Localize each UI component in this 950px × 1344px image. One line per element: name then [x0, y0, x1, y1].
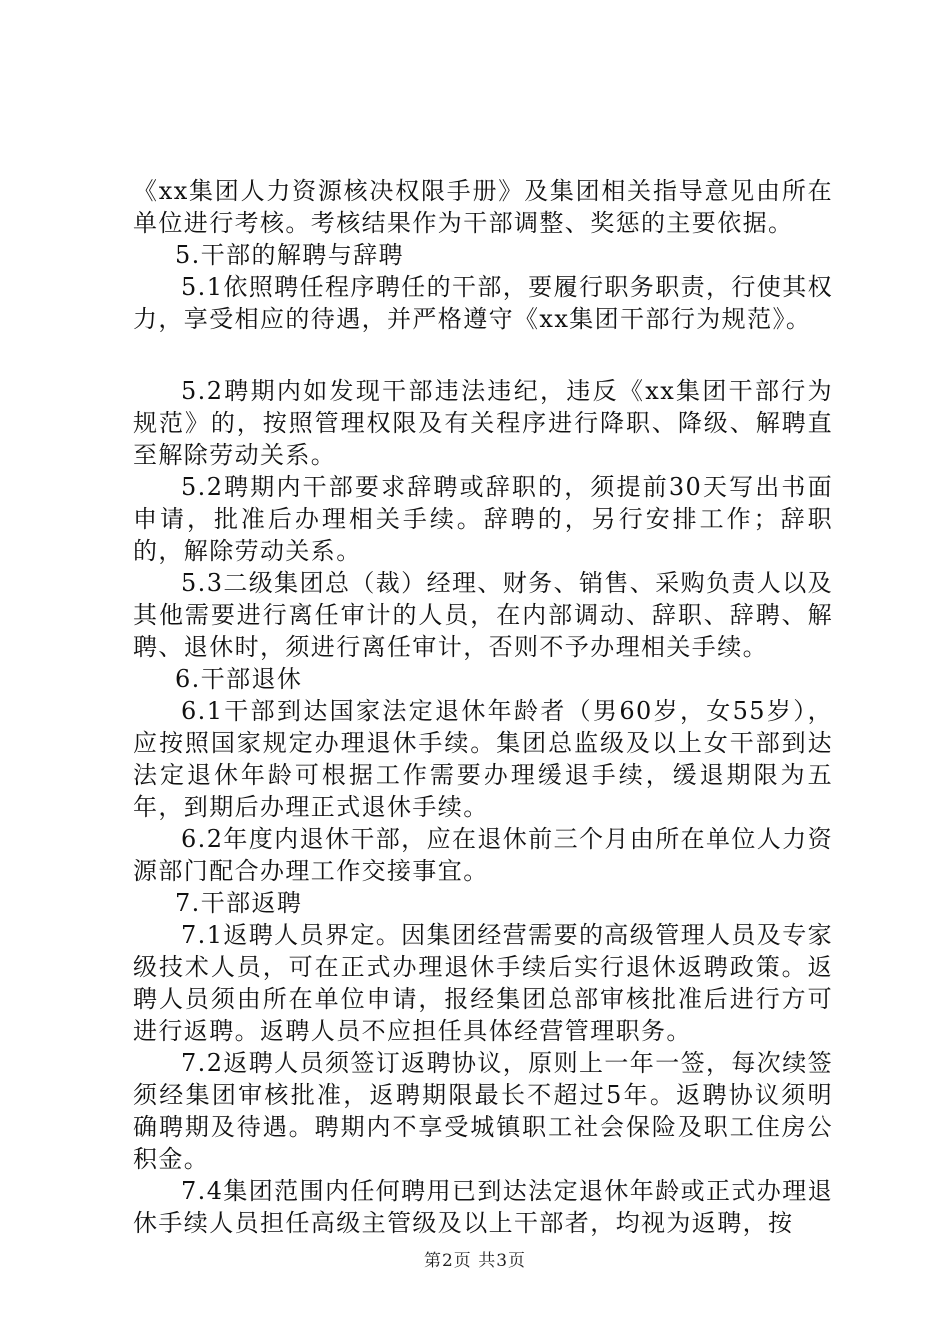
- paragraph-6-1: 6.1干部到达国家法定退休年龄者（男60岁，女55岁），应按照国家规定办理退休手续。集团总监级及以上女干部到达法定退休年龄可根据工作需要办理缓退手续，缓退期限为五年，到期后办理正式退休手续。: [133, 697, 833, 821]
- section-heading-7: 7.干部返聘: [175, 889, 303, 917]
- paragraph-6-2: 6.2年度内退休干部，应在退休前三个月由所在单位人力资源部门配合办理工作交接事宜。: [133, 825, 833, 885]
- paragraph-7-2: 7.2返聘人员须签订返聘协议，原则上一年一签，每次续签须经集团审核批准，返聘期限最长不超过5年。返聘协议须明确聘期及待遇。聘期内不享受城镇职工社会保险及职工住房公积金。: [133, 1049, 833, 1173]
- page-footer: 第2页 共3页: [423, 1251, 527, 1271]
- paragraph-continuation: 《xx集团人力资源核决权限手册》及集团相关指导意见由所在单位进行考核。考核结果作为干部调整、奖惩的主要依据。: [133, 177, 833, 237]
- section-heading-5: 5.干部的解聘与辞聘: [175, 241, 404, 269]
- paragraph-7-1: 7.1返聘人员界定。因集团经营需要的高级管理人员及专家级技术人员，可在正式办理退休手续后实行退休返聘政策。返聘人员须由所在单位申请，报经集团总部审核批准后进行方可进行返聘。返聘人员不应担任具体经营管理职务。: [133, 921, 833, 1045]
- paragraph-5-2-a: 5.2聘期内如发现干部违法违纪，违反《xx集团干部行为规范》的，按照管理权限及有关程序进行降职、降级、解聘直至解除劳动关系。: [133, 377, 833, 469]
- paragraph-5-2-b: 5.2聘期内干部要求辞聘或辞职的，须提前30天写出书面申请，批准后办理相关手续。辞聘的，另行安排工作；辞职的，解除劳动关系。: [133, 473, 833, 565]
- paragraph-7-4: 7.4集团范围内任何聘用已到达法定退休年龄或正式办理退休手续人员担任高级主管级及以上干部者，均视为返聘，按: [133, 1177, 833, 1237]
- paragraph-5-3: 5.3二级集团总（裁）经理、财务、销售、采购负责人以及其他需要进行离任审计的人员，在内部调动、辞职、辞聘、解聘、退休时，须进行离任审计，否则不予办理相关手续。: [133, 569, 833, 661]
- section-heading-6: 6.干部退休: [175, 665, 303, 693]
- paragraph-5-1: 5.1依照聘任程序聘任的干部，要履行职务职责，行使其权力，享受相应的待遇，并严格遵守《xx集团干部行为规范》。: [133, 273, 833, 333]
- document-body: [133, 175, 833, 1239]
- blank-line: [133, 335, 833, 375]
